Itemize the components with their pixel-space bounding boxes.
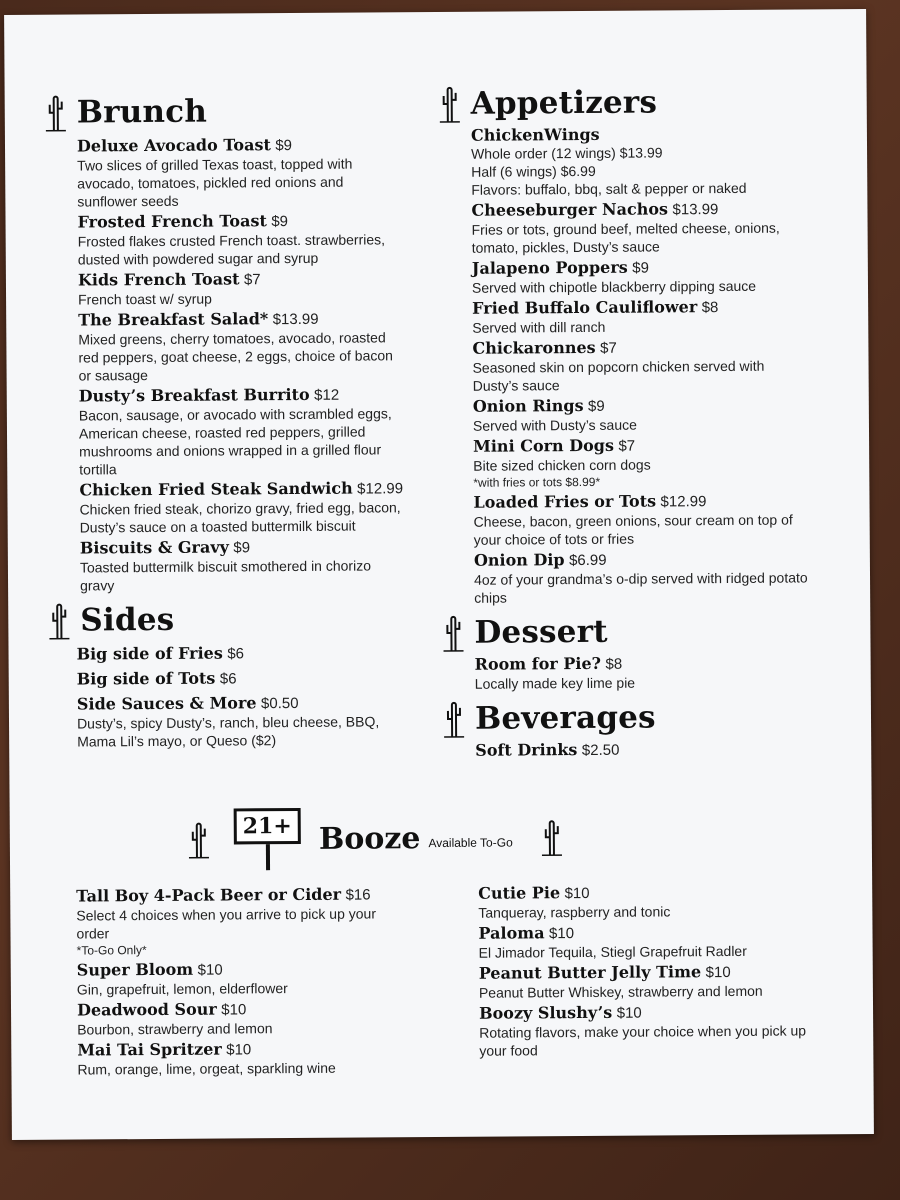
menu-item-avocado-toast <box>77 134 404 210</box>
menu-item-tall-boy <box>76 884 406 958</box>
menu-item-pbj-time <box>479 961 829 1001</box>
menu-item-onion-rings <box>473 394 814 434</box>
age-sign-label: 21+ <box>234 808 301 844</box>
item-name: Chicken Fried Steak Sandwich <box>79 478 353 500</box>
menu-item-side-sauces <box>77 692 407 750</box>
item-price: $13.99 <box>672 201 719 219</box>
item-desc-whole: Whole order (12 wings) $13.99 <box>471 144 663 162</box>
item-price: $10 <box>616 1004 642 1022</box>
sides-title: Sides <box>80 601 175 639</box>
menu-item-kids-french-toast <box>78 268 404 308</box>
appetizers-list <box>471 123 815 606</box>
item-desc-flavors: Flavors: buffalo, bbq, salt & pepper or naked <box>471 179 747 198</box>
item-desc: Dusty’s, spicy Dusty’s, ranch, bleu cheese, BBQ, Mama Lil’s mayo, or Queso ($2) <box>76 713 380 750</box>
brunch-heading <box>43 90 403 133</box>
beverages-heading <box>441 696 816 739</box>
item-desc: Chicken fried steak, chorizo gravy, fried egg, bacon, Dusty’s sauce on a toasted buttermilk biscuit <box>79 499 401 536</box>
appetizers-title: Appetizers <box>470 83 658 122</box>
cactus-icon <box>440 613 466 653</box>
menu-item-cutie-pie <box>478 881 828 921</box>
item-price: $9 <box>275 137 293 155</box>
item-name: Tall Boy 4-Pack Beer or Cider <box>76 884 342 906</box>
item-desc-half: Half (6 wings) $6.99 <box>471 162 596 180</box>
menu-item-chicken-wings <box>471 123 813 198</box>
menu-item-paloma <box>478 921 828 961</box>
beverages-list <box>475 738 816 760</box>
menu-item-breakfast-salad <box>78 308 405 384</box>
beverages-title: Beverages <box>474 698 656 737</box>
menu-item-jalapeno-poppers <box>472 256 813 296</box>
cactus-icon <box>539 817 565 857</box>
item-desc: Served with dill ranch <box>472 318 606 336</box>
brunch-list <box>77 134 406 594</box>
menu-item-side-fries <box>76 642 406 664</box>
menu-item-mai-tai <box>77 1038 407 1078</box>
sides-heading <box>46 598 406 641</box>
item-name: Frosted French Toast <box>77 211 267 232</box>
item-desc: Toasted buttermilk biscuit smothered in chorizo gravy <box>79 557 372 594</box>
menu-item-frosted-french-toast <box>77 210 403 268</box>
item-name: The Breakfast Salad* <box>78 309 269 330</box>
item-desc: Served with Dusty’s sauce <box>472 416 637 434</box>
item-price: $6 <box>227 645 245 663</box>
item-price: $10 <box>564 884 590 903</box>
menu-item-side-tots <box>77 667 407 689</box>
item-price: $9 <box>271 213 289 231</box>
item-price: $7 <box>243 271 261 289</box>
item-desc: Cheese, bacon, green onions, sour cream on top of your choice of tots or fries <box>473 511 793 548</box>
menu-item-chickaronnes <box>472 336 813 394</box>
item-name: Jalapeno Poppers <box>471 257 628 278</box>
item-name: Big side of Tots <box>76 668 216 689</box>
item-price: $7 <box>618 437 636 455</box>
item-desc: Bite sized chicken corn dogs <box>473 456 651 474</box>
item-price: $0.50 <box>260 694 299 713</box>
item-price: $13.99 <box>272 310 319 329</box>
booze-left-column <box>76 882 407 1078</box>
item-name: Room for Pie? <box>474 653 602 674</box>
menu-item-cheeseburger-nachos <box>471 198 812 256</box>
dessert-list <box>475 652 816 692</box>
item-name: ChickenWings <box>470 124 600 145</box>
item-desc: El Jimador Tequila, Stiegl Grapefruit Radler <box>478 942 747 961</box>
item-desc: Fries or tots, ground beef, melted cheese, onions, tomato, pickles, Dusty’s sauce <box>471 219 780 256</box>
item-desc: Peanut Butter Whiskey, strawberry and lemon <box>478 982 763 1001</box>
menu-item-chicken-fried-steak <box>79 478 405 536</box>
appetizers-heading <box>437 81 812 124</box>
item-desc: Locally made key lime pie <box>474 674 636 692</box>
item-price: $16 <box>345 886 371 904</box>
item-price: $10 <box>197 961 223 979</box>
cactus-icon <box>186 820 212 860</box>
item-desc: French toast w/ syrup <box>78 290 212 308</box>
item-desc: Bacon, sausage, or avocado with scrambled eggs, American cheese, roasted red peppers, grilled mushrooms and onions wrapped in a grilled flour tortilla <box>78 405 392 478</box>
item-price: $6 <box>219 670 237 688</box>
menu-item-mini-corn-dogs <box>473 434 814 490</box>
sign-post <box>265 844 269 870</box>
item-desc: Rum, orange, lime, orgeat, sparkling wine <box>77 1059 336 1078</box>
item-name: Mai Tai Spritzer <box>77 1039 222 1060</box>
item-desc: Seasoned skin on popcorn chicken served with Dusty’s sauce <box>472 357 765 394</box>
item-name: Super Bloom <box>76 959 194 980</box>
cactus-icon <box>46 601 72 641</box>
item-price: $12.99 <box>660 493 707 511</box>
item-name: Kids French Toast <box>77 269 240 290</box>
item-name: Side Sauces & More <box>76 693 257 714</box>
item-price: $10 <box>221 1001 247 1019</box>
menu-item-onion-dip <box>474 548 815 606</box>
item-desc: 4oz of your grandma’s o-dip served with ridged potato chips <box>473 569 808 606</box>
menu-item-pie <box>475 652 816 692</box>
item-price: $9 <box>632 259 649 277</box>
item-price: $12 <box>314 386 340 404</box>
cactus-icon <box>441 699 467 739</box>
item-desc: Frosted flakes crusted French toast. strawberries, dusted with powdered sugar and syrup <box>77 231 386 268</box>
item-name: Biscuits & Gravy <box>79 537 229 558</box>
item-price: $6.99 <box>568 551 607 570</box>
menu-item-breakfast-burrito <box>79 384 406 478</box>
item-desc: Tanqueray, raspberry and tonic <box>478 903 671 921</box>
item-desc: Gin, grapefruit, lemon, elderflower <box>76 980 288 998</box>
menu-sheet <box>4 9 874 1140</box>
item-desc: Served with chipotle blackberry dipping sauce <box>471 277 757 296</box>
item-name: Soft Drinks <box>475 740 578 760</box>
menu-item-soft-drinks <box>475 738 816 760</box>
item-name: Onion Dip <box>473 550 565 570</box>
dessert-title: Dessert <box>474 613 608 651</box>
item-price: $10 <box>705 963 731 982</box>
right-column <box>437 81 817 761</box>
item-price: $8 <box>701 299 719 317</box>
item-price: $8 <box>605 655 623 673</box>
item-desc: Mixed greens, cherry tomatoes, avocado, roasted red peppers, goat cheese, 2 eggs, choice of bacon or sausage <box>78 329 393 384</box>
item-price: $9 <box>233 539 251 557</box>
item-name: Chickaronnes <box>472 337 596 358</box>
item-desc: Rotating flavors, make your choice when you pick up your food <box>479 1022 807 1059</box>
item-name: Mini Corn Dogs <box>473 435 615 456</box>
menu-item-super-bloom <box>77 958 407 998</box>
item-name: Cheeseburger Nachos <box>471 199 669 220</box>
item-name: Cutie Pie <box>478 883 561 903</box>
item-name: Onion Rings <box>472 395 584 416</box>
brunch-title: Brunch <box>76 93 208 131</box>
item-price: $12.99 <box>357 480 404 498</box>
item-note: *To-Go Only* <box>76 943 147 958</box>
item-name: Dusty’s Breakfast Burrito <box>78 384 310 406</box>
item-price: $10 <box>226 1041 252 1059</box>
item-name: Boozy Slushy’s <box>478 1002 613 1023</box>
item-name: Deadwood Sour <box>76 999 217 1020</box>
booze-subtitle: Available To-Go <box>428 835 513 851</box>
item-price: $7 <box>600 339 617 357</box>
item-note: *with fries or tots $8.99* <box>473 474 601 490</box>
age-sign <box>234 808 301 870</box>
sides-list <box>76 642 407 750</box>
cactus-icon <box>437 84 463 124</box>
menu-item-biscuits-gravy <box>80 536 406 594</box>
menu-item-buffalo-cauliflower <box>472 296 813 336</box>
booze-right-column <box>478 879 829 1059</box>
item-name: Deluxe Avocado Toast <box>76 135 271 156</box>
left-column <box>43 90 408 750</box>
item-name: Big side of Fries <box>76 643 223 664</box>
item-price: $2.50 <box>581 741 620 760</box>
item-name: Fried Buffalo Cauliflower <box>472 297 698 318</box>
dessert-heading <box>440 610 815 653</box>
item-desc: Bourbon, strawberry and lemon <box>77 1020 273 1038</box>
item-desc: Two slices of grilled Texas toast, topped with avocado, tomatoes, pickled red onions and sunflower seeds <box>77 155 353 210</box>
item-name: Loaded Fries or Tots <box>473 491 657 512</box>
menu-item-loaded-fries <box>473 490 814 548</box>
booze-title: Booze <box>318 820 421 857</box>
item-price: $9 <box>587 397 605 415</box>
menu-item-deadwood-sour <box>77 998 407 1038</box>
menu-item-boozy-slushy <box>479 1001 829 1059</box>
cactus-icon <box>43 93 69 133</box>
item-name: Peanut Butter Jelly Time <box>478 962 702 983</box>
item-price: $10 <box>548 925 575 943</box>
booze-heading <box>186 806 646 871</box>
item-desc: Select 4 choices when you arrive to pick up your order <box>76 905 377 942</box>
item-name: Paloma <box>478 923 545 943</box>
